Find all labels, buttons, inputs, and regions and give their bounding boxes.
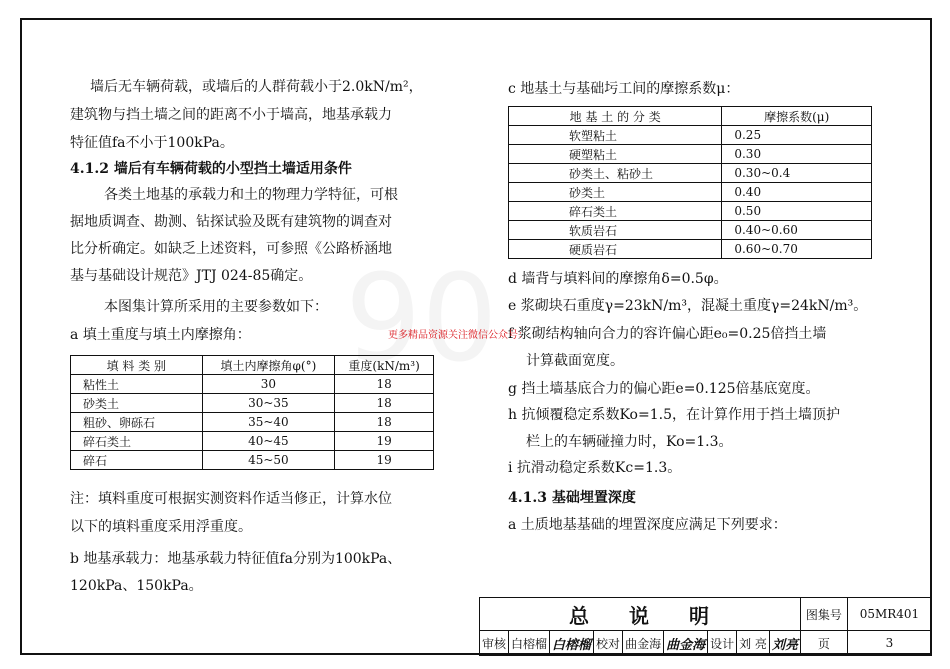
column-header: 地 基 土 的 分 类 [509,107,722,126]
material-cell: 碎石类土 [71,432,203,451]
weight-cell: 18 [335,375,434,394]
weight-cell: 18 [335,413,434,432]
coefficient-cell: 0.40~0.60 [722,221,872,240]
page-label: 页 [800,631,847,656]
drawing-title: 总说明 [480,598,801,631]
fill-material-table [70,355,434,470]
soil-cell: 软塑粘土 [509,126,722,145]
para2-line1: 各类土地基的承载力和土的物理力学特征，可根 [104,187,398,203]
coefficient-cell: 0.40 [722,183,872,202]
para2-line3: 比分析确定。如缺乏上述资料，可参照《公路桥涵地 [70,241,392,257]
column-header: 摩擦系数(μ) [722,107,872,126]
proofer-signature [664,631,708,656]
table-row [509,164,872,183]
para1-line2: 建筑物与挡土墙之间的距离不小于墙高，地基承载力 [70,107,392,123]
column-header: 重度(kN/m³) [335,356,434,375]
table-row [509,183,872,202]
para3: 本图集计算所采用的主要参数如下： [104,299,328,315]
soil-cell: 软质岩石 [509,221,722,240]
item-i: i 抗滑动稳定系数Kc=1.3。 [508,460,682,476]
material-cell: 粗砂、卵砾石 [71,413,203,432]
soil-cell: 硬质岩石 [509,240,722,259]
column-header: 填 料 类 别 [71,356,203,375]
table-row [71,451,434,470]
watermark-text: 更多精品资源关注微信公众号： [388,330,528,341]
designer-signature [769,631,800,656]
item-f-line2: 计算截面宽度。 [526,353,624,369]
reviewer-signature-text: 白榕榴 [552,637,592,653]
table-row [71,432,434,451]
table-row [509,221,872,240]
para2-line4: 基与基础设计规范》JTJ 024-85确定。 [70,268,313,284]
title-block [479,597,932,655]
material-cell: 砂类土 [71,394,203,413]
item-b-line1: b 地基承载力：地基承载力特征值fa分别为100kPa、 [70,551,402,567]
table-row [509,240,872,259]
material-cell: 粘性土 [71,375,203,394]
coefficient-cell: 0.25 [722,126,872,145]
atlas-no-label: 图集号 [800,598,847,631]
item-h-line1: h 抗倾覆稳定系数Ko=1.5，在计算作用于挡土墙顶护 [508,407,840,423]
soil-cell: 碎石类土 [509,202,722,221]
atlas-no-value: 05MR401 [847,598,931,631]
soil-cell: 砂类土 [509,183,722,202]
angle-cell: 40~45 [202,432,335,451]
item-c-label: c 地基土与基础圬工间的摩擦系数μ： [508,81,740,97]
item-b-line2: 120kPa、150kPa。 [70,578,203,594]
review-label: 审核 [480,631,509,656]
item-e: e 浆砌块石重度γ=23kN/m³，混凝土重度γ=24kN/m³。 [508,298,868,314]
para2-line2: 据地质调查、勘测、钻探试验及既有建筑物的调查对 [70,214,392,230]
para1-line1: 墙后无车辆荷载，或墙后的人群荷载小于2.0kN/m²， [90,79,423,95]
designer-signature-text: 刘亮 [771,637,798,653]
item-a-label: a 填土重度与填土内摩擦角： [70,327,251,343]
table-row [71,413,434,432]
coefficient-cell: 0.50 [722,202,872,221]
note-line1: 注：填料重度可根据实测资料作适当修正，计算水位 [70,491,392,507]
note-line2: 以下的填料重度采用浮重度。 [70,519,252,535]
table-header-row [71,356,434,375]
item-f-line1: f 浆砌结构轴向合力的容许偏心距e₀=0.25倍挡土墙 [508,326,827,342]
angle-cell: 30 [202,375,335,394]
page-number: 3 [847,631,931,656]
design-label: 设计 [708,631,737,656]
proof-label: 校对 [594,631,623,656]
section-4-1-3-heading: 4.1.3 基础埋置深度 [508,490,636,506]
table-row [71,375,434,394]
reviewer-name: 白榕榴 [509,631,550,656]
weight-cell: 19 [335,432,434,451]
friction-coefficient-table [508,106,872,259]
designer-name: 刘 亮 [737,631,770,656]
para1-line3: 特征值fa不小于100kPa。 [70,135,234,151]
proofer-signature-text: 曲金海 [666,637,706,653]
proofer-name: 曲金海 [623,631,664,656]
angle-cell: 35~40 [202,413,335,432]
item-h-line2: 栏上的车辆碰撞力时，Ko=1.3。 [526,434,733,450]
angle-cell: 30~35 [202,394,335,413]
item-a2: a 土质地基基础的埋置深度应满足下列要求： [508,517,787,533]
table-row [71,394,434,413]
reviewer-signature [550,631,594,656]
angle-cell: 45~50 [202,451,335,470]
coefficient-cell: 0.30~0.4 [722,164,872,183]
coefficient-cell: 0.30 [722,145,872,164]
coefficient-cell: 0.60~0.70 [722,240,872,259]
table-row [509,126,872,145]
table-row [509,202,872,221]
item-d: d 墙背与填料间的摩擦角δ=0.5φ。 [508,271,728,287]
material-cell: 碎石 [71,451,203,470]
section-4-1-2-heading: 4.1.2 墙后有车辆荷载的小型挡土墙适用条件 [70,161,352,177]
table-header-row [509,107,872,126]
weight-cell: 19 [335,451,434,470]
soil-cell: 硬塑粘土 [509,145,722,164]
soil-cell: 砂类土、粘砂土 [509,164,722,183]
weight-cell: 18 [335,394,434,413]
item-g: g 挡土墙基底合力的偏心距e=0.125倍基底宽度。 [508,381,820,397]
column-header: 填土内摩擦角φ(°) [202,356,335,375]
table-row [509,145,872,164]
